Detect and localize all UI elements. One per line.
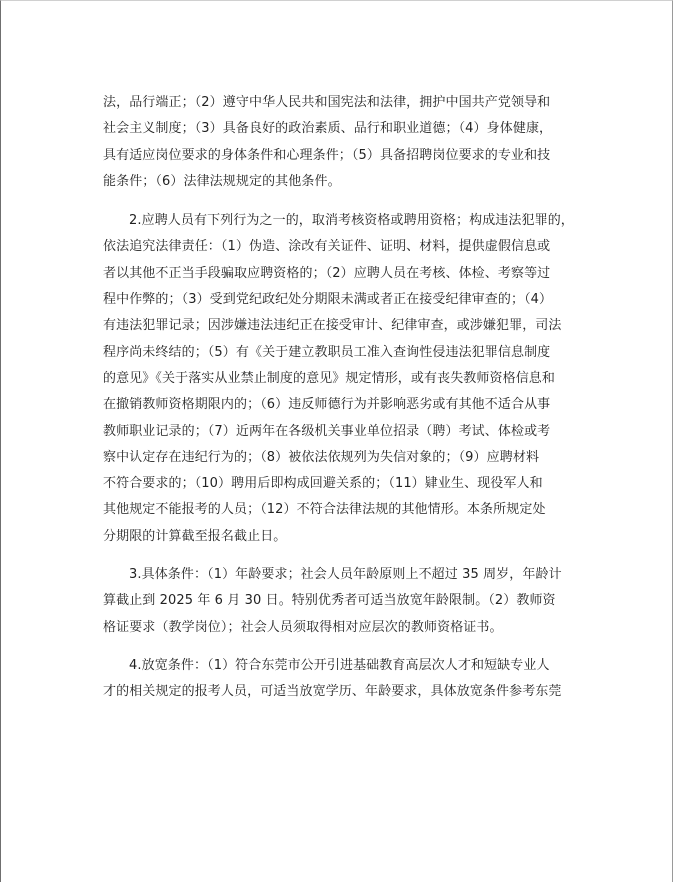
text-line: 算截止到 2025 年 6 月 30 日。特别优秀者可适当放宽年龄限制。（2）教师资 [103, 593, 556, 609]
text-line: 其他规定不能报考的人员；（12）不符合法律法规的其他情形。本条所规定处 [103, 502, 546, 518]
text-line: 社会主义制度；（3）具备良好的政治素质、品行和职业道德；（4）身体健康， [103, 121, 553, 137]
text-line: 能条件；（6）法律法规规定的其他条件。 [103, 173, 341, 189]
text-line: 在撤销教师资格期限内的；（6）违反师德行为并影响恶劣或有其他不适合从事 [103, 397, 551, 413]
paragraph-disqualification [103, 208, 581, 550]
text-line: 分期限的计算截至报名截止日。 [103, 528, 287, 544]
text-line: 不符合要求的；（10）聘用后即构成回避关系的；（11）肄业生、现役军人和 [103, 476, 543, 492]
text-line: 才的相关规定的报考人员，可适当放宽学历、年龄要求，具体放宽条件参考东莞 [103, 684, 562, 700]
text-line: 察中认定存在违纪行为的；（8）被依法依规列为失信对象的；（9）应聘材料 [103, 449, 540, 465]
text-line: 有违法犯罪记录；因涉嫌违法违纪正在接受审计、纪律审查，或涉嫌犯罪，司法 [103, 318, 562, 334]
paragraph-specific-conditions [103, 562, 581, 641]
text-line: 法，品行端正；（2）遵守中华人民共和国宪法和法律，拥护中国共产党领导和 [103, 95, 551, 110]
text-line: 者以其他不正当手段骗取应聘资格的；（2）应聘人员在考核、体检、考察等过 [103, 265, 551, 281]
text-line: 具有适应岗位要求的身体条件和心理条件；（5）具备招聘岗位要求的专业和技 [103, 147, 551, 163]
paragraph-relaxed-conditions [103, 653, 581, 706]
text-line: 依法追究法律责任：（1）伪造、涂改有关证件、证明、材料，提供虚假信息或 [103, 239, 551, 255]
text-line: 程序尚未终结的；（5）有《关于建立教职员工准入查询性侵违法犯罪信息制度 [103, 344, 551, 360]
text-line: 的意见》《关于落实从业禁止制度的意见》规定情形，或有丧失教师资格信息和 [103, 370, 556, 386]
text-line: 3.具体条件：（1）年龄要求；社会人员年龄原则上不超过 35 周岁，年龄计 [129, 567, 562, 583]
text-line: 程中作弊的；（3）受到党纪政纪处分期限未满或者正在接受纪律审查的；（4） [103, 292, 553, 308]
paragraph-qualifications-continued [103, 90, 581, 195]
text-line: 2.应聘人员有下列行为之一的，取消考核资格或聘用资格；构成违法犯罪的， [129, 213, 574, 229]
text-line: 格证要求（教学岗位）；社会人员须取得相对应层次的教师资格证书。 [103, 619, 503, 635]
document-body [103, 90, 581, 718]
text-line: 4.放宽条件：（1）符合东莞市公开引进基础教育高层次人才和短缺专业人 [129, 657, 550, 673]
text-line: 教师职业记录的；（7）近两年在各级机关事业单位招录（聘）考试、体检或考 [103, 423, 551, 439]
